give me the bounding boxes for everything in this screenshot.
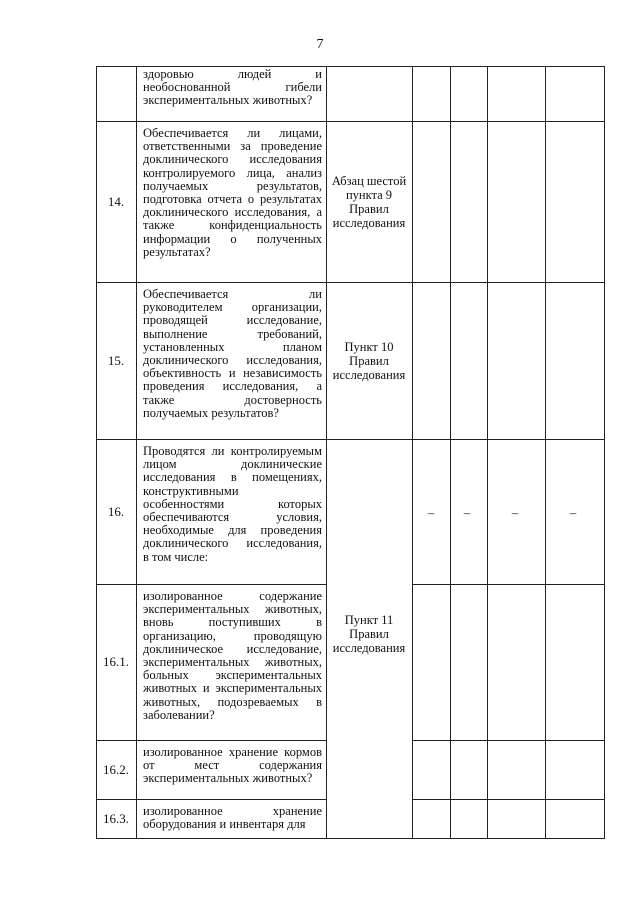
dash-mark: – <box>463 505 471 520</box>
table-border <box>450 66 451 839</box>
table-border <box>136 66 137 839</box>
question-line: от мест содержания <box>143 758 322 773</box>
dash-mark: – <box>427 505 435 520</box>
question-line: выполнение требований, <box>143 326 322 341</box>
page-number: 7 <box>316 37 324 52</box>
table-border <box>96 66 97 839</box>
question-line: организацию, проводящую <box>143 628 322 643</box>
table-border <box>412 66 413 839</box>
question-line: ответственными за проведение <box>143 139 322 154</box>
dash-mark: – <box>511 505 519 520</box>
table-border <box>96 66 605 67</box>
row-number: 16.2. <box>103 761 129 777</box>
row-number: 14. <box>107 193 125 209</box>
reference-line: Пункт 11 <box>344 613 394 627</box>
question-line: доклинического исследования <box>143 152 322 167</box>
question-line: заболевании? <box>143 707 215 722</box>
question-line: экспериментальных животных? <box>143 93 313 108</box>
question-line: также достоверность <box>143 392 322 407</box>
question-line: больных экспериментальных <box>143 668 322 683</box>
legal-reference <box>326 282 412 439</box>
question-line: вновь поступивших в <box>143 615 322 630</box>
question-line: информации о полученных <box>143 231 322 246</box>
reference-line: Пункт 10 <box>344 339 394 354</box>
question-line: изолированное хранение кормов <box>143 745 322 759</box>
row-number: 15. <box>107 352 125 368</box>
question-line: конструктивными <box>143 483 239 498</box>
question-line: изолированное содержание <box>143 589 322 603</box>
question-line: оборудования и инвентаря для <box>143 817 306 832</box>
question-line: Проводятся ли контролируемым <box>143 444 322 458</box>
question-line: экспериментальных животных, <box>143 655 322 670</box>
question-line: руководителем организации, <box>143 300 322 315</box>
question-text <box>136 439 326 584</box>
table-border <box>412 584 605 585</box>
question-line: обеспечиваются условия, <box>143 510 322 525</box>
question-line: установленных планом <box>143 339 322 354</box>
question-text <box>136 740 326 799</box>
table-border <box>545 66 546 839</box>
table-border <box>326 66 327 839</box>
question-line: Обеспечивается ли <box>143 287 322 301</box>
table-border <box>412 799 605 800</box>
reference-line: Абзац шестой <box>331 173 407 188</box>
question-line: необходимые для проведения <box>143 523 322 538</box>
question-line: доклинического исследования, <box>143 353 322 368</box>
question-line: изолированное хранение <box>143 804 322 818</box>
table-border <box>487 66 488 839</box>
question-line: получаемых результатов? <box>143 405 279 420</box>
reference-line: Правил <box>349 201 389 216</box>
question-text <box>136 66 326 121</box>
question-line: доклинического исследования, а <box>143 205 322 220</box>
question-text <box>136 282 326 439</box>
reference-line: Правил <box>349 353 389 368</box>
row-number: 16.3. <box>103 811 129 826</box>
question-line: Обеспечивается ли лицами, <box>143 126 322 140</box>
question-line: в том числе: <box>143 549 209 564</box>
question-line: подготовка отчета о результатах <box>143 192 322 207</box>
question-line: контролируемого лица, анализ <box>143 165 322 180</box>
question-line: необоснованной гибели <box>143 80 322 95</box>
question-line: животных и экспериментальных <box>143 681 322 696</box>
table-border <box>96 584 326 585</box>
question-line: также конфиденциальность <box>143 218 322 233</box>
reference-line: пункта 9 <box>345 187 393 202</box>
question-text <box>136 799 326 839</box>
question-line: животных, подозреваемых в <box>143 694 322 709</box>
question-line: экспериментальных животных, <box>143 602 322 617</box>
row-number: 16. <box>107 503 125 519</box>
question-line: результатах? <box>143 244 211 259</box>
question-line: особенностями которых <box>143 496 322 511</box>
row-number <box>96 66 136 121</box>
table-border <box>96 740 326 741</box>
reference-line: исследования <box>332 367 406 382</box>
question-line: экспериментальных животных? <box>143 771 313 786</box>
question-line: проведения исследования, а <box>143 379 322 394</box>
table-border <box>96 838 605 839</box>
dash-mark: – <box>569 505 577 520</box>
question-line: здоровью людей и <box>143 67 322 81</box>
question-text <box>136 584 326 740</box>
table-border <box>96 282 605 283</box>
table-border <box>96 799 326 800</box>
table-border <box>96 439 605 440</box>
legal-reference <box>326 121 412 282</box>
question-line: получаемых результатов, <box>143 178 322 193</box>
question-line: проводящей исследование, <box>143 313 322 328</box>
reference-line: Правил <box>349 627 389 641</box>
table-border <box>412 740 605 741</box>
question-line: исследования в помещениях, <box>143 470 322 485</box>
row-number: 16.1. <box>103 654 129 669</box>
reference-line: исследования <box>332 641 406 655</box>
question-line: доклинического исследования, <box>143 536 322 551</box>
reference-line: исследования <box>332 215 406 230</box>
legal-reference <box>326 584 412 684</box>
question-line: лицом доклинические <box>143 457 322 472</box>
question-line: объективность и независимость <box>143 366 322 381</box>
question-text <box>136 121 326 282</box>
table-border <box>604 66 605 839</box>
question-line: доклиническое исследование, <box>143 641 322 656</box>
table-border <box>96 121 605 122</box>
